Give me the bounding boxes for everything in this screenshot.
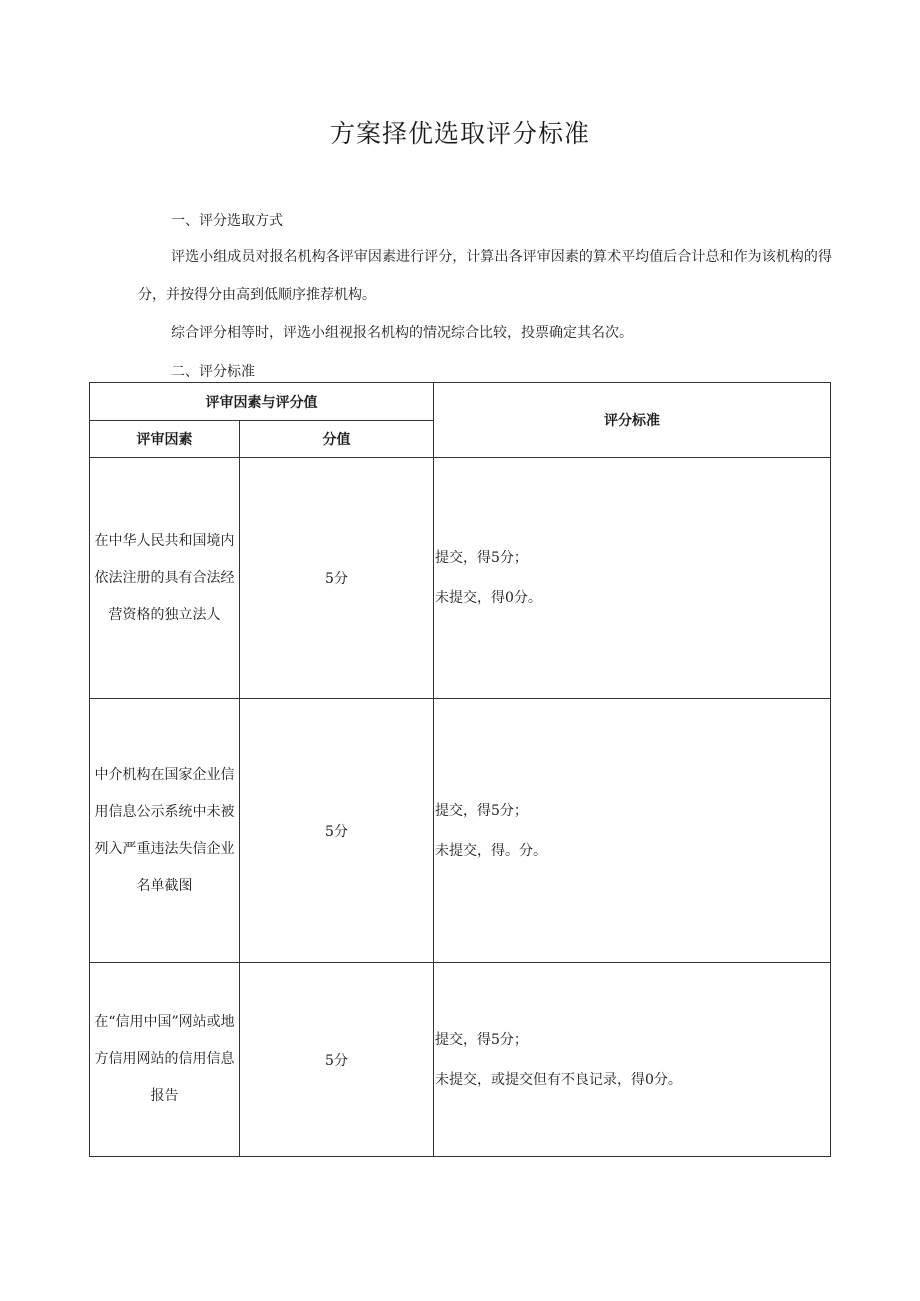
score-cell: 5分 (240, 458, 434, 699)
table-header-group: 评审因素与评分值 (90, 383, 434, 421)
score-cell: 5分 (240, 963, 434, 1157)
factor-cell: 在中华人民共和国境内依法注册的具有合法经营资格的独立法人 (90, 458, 240, 699)
page-title: 方案择优选取评分标准 (329, 119, 590, 148)
criteria-line: 提交，得5分； (435, 1031, 528, 1048)
section-heading-scoring-method: 一、评分选取方式 (171, 213, 283, 229)
criteria-line: 提交，得5分； (435, 802, 528, 819)
table-row (90, 699, 831, 963)
criteria-line: 未提交，得0分。 (435, 590, 542, 606)
table-row (90, 458, 831, 699)
paragraph-scoring-method: 评选小组成员对报名机构各评审因素进行评分，计算出各评审因素的算术平均值后合计总和作为该机构的得分，并按得分由高到低顺序推荐机构。 (138, 249, 832, 303)
paragraph-tie-rule: 综合评分相等时，评选小组视报名机构的情况综合比较，投票确定其名次。 (171, 325, 633, 341)
scoring-table (89, 382, 831, 1157)
factor-cell: 在“信用中国”网站或地方信用网站的信用信息报告 (90, 963, 240, 1157)
criteria-line: 未提交，得。分。 (435, 842, 547, 859)
factor-cell: 中介机构在国家企业信用信息公示系统中未被列入严重违法失信企业名单截图 (90, 699, 240, 963)
table-header-criteria: 评分标准 (434, 383, 831, 458)
score-cell: 5分 (240, 699, 434, 963)
criteria-line: 提交，得5分； (435, 550, 528, 566)
table-header-factor: 评审因素 (90, 421, 240, 458)
criteria-cell (434, 458, 831, 699)
table-row (90, 963, 831, 1157)
criteria-line: 未提交，或提交但有不良记录，得0分。 (435, 1071, 682, 1088)
criteria-cell (434, 699, 831, 963)
criteria-cell (434, 963, 831, 1157)
section-heading-scoring-standard: 二、评分标准 (171, 364, 255, 380)
table-header-score: 分值 (240, 421, 434, 458)
